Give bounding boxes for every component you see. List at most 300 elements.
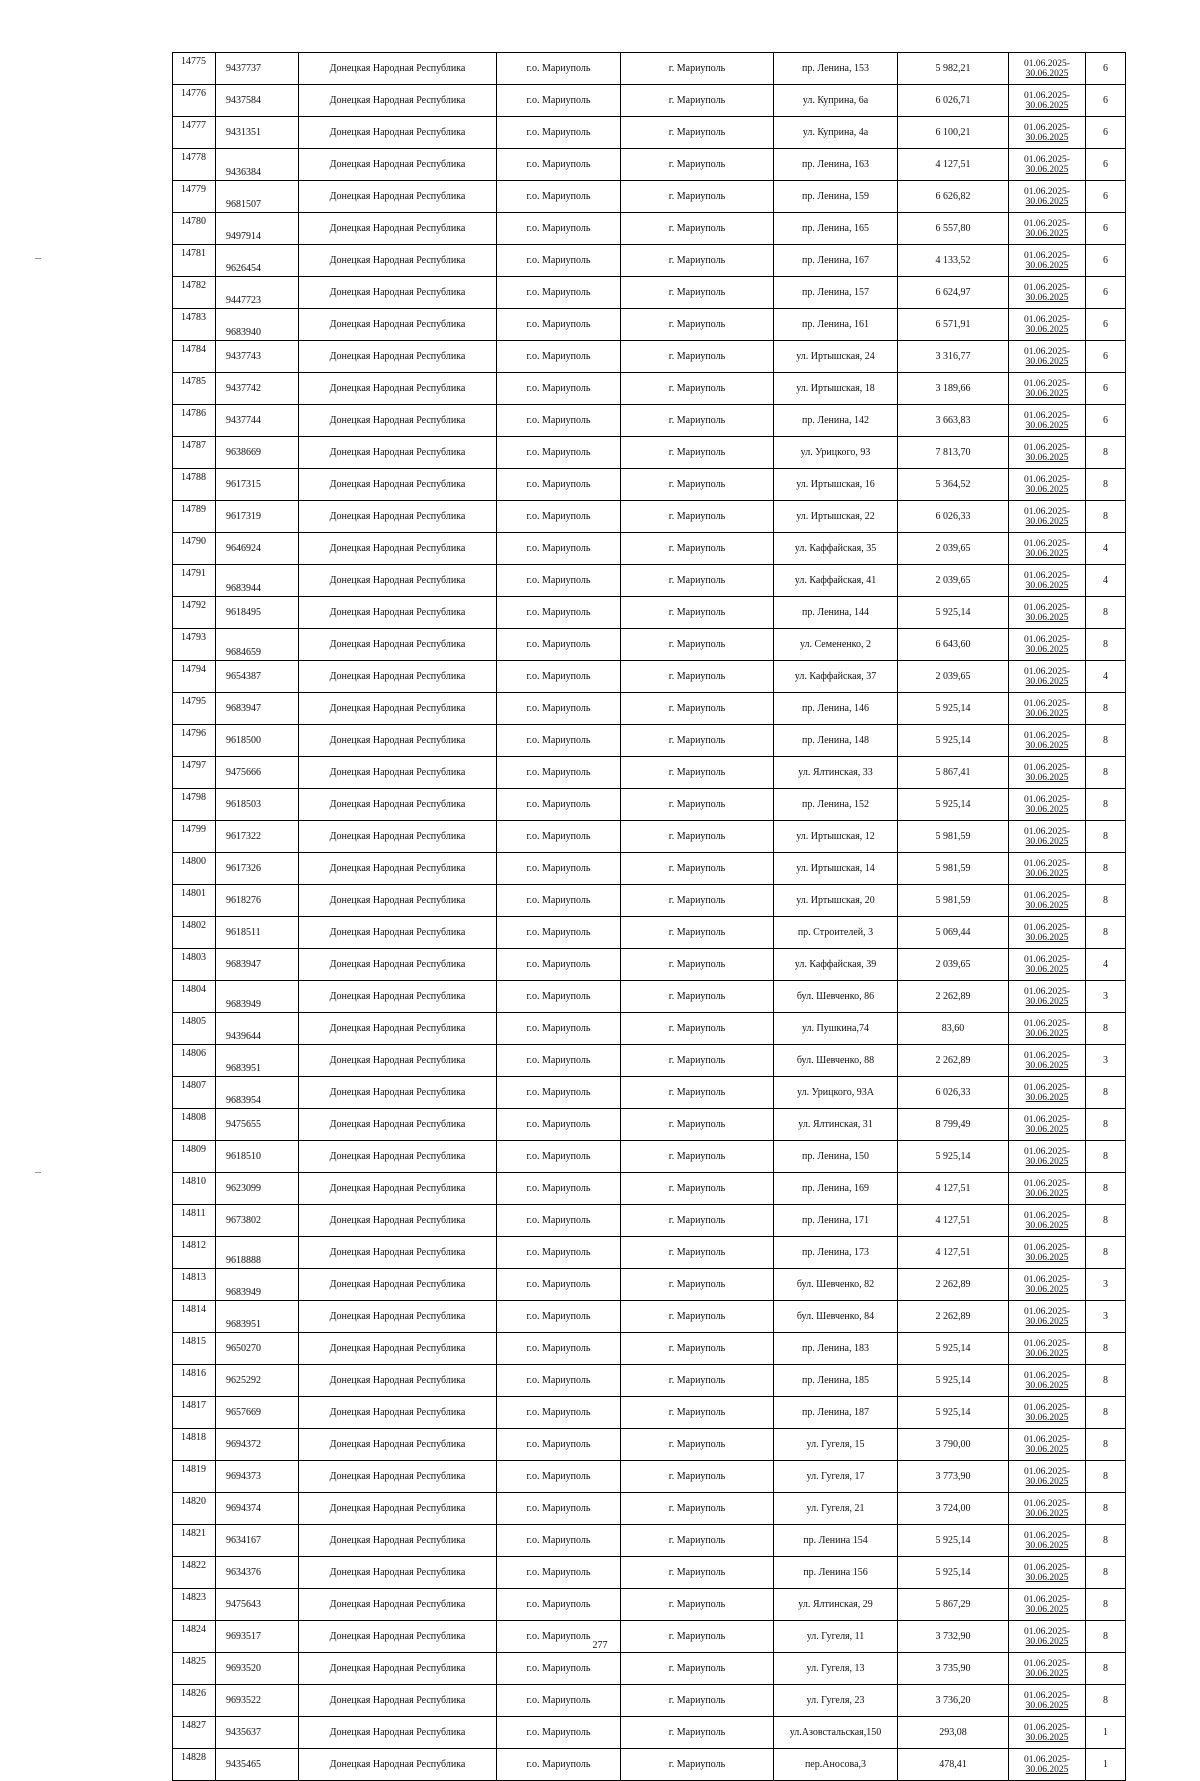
row-number: 14788 xyxy=(173,469,216,501)
period-start: 01.06.2025- xyxy=(1024,186,1070,197)
count-cell: 6 xyxy=(1086,245,1126,277)
period-start: 01.06.2025- xyxy=(1024,954,1070,965)
address-cell: ул. Иртышская, 24 xyxy=(774,341,898,373)
object-id: 9625292 xyxy=(216,1365,299,1397)
table-row xyxy=(173,245,1126,277)
city-cell: г. Мариуполь xyxy=(621,53,774,85)
district-cell: г.о. Мариуполь xyxy=(497,1045,621,1077)
period-start: 01.06.2025- xyxy=(1024,1562,1070,1573)
amount-cell: 3 724,00 xyxy=(898,1493,1009,1525)
district-cell: г.о. Мариуполь xyxy=(497,565,621,597)
amount-cell: 3 732,90 xyxy=(898,1621,1009,1653)
count-cell: 6 xyxy=(1086,277,1126,309)
period-end: 30.06.2025 xyxy=(1025,836,1069,847)
period-end: 30.06.2025 xyxy=(1025,196,1069,207)
row-number: 14801 xyxy=(173,885,216,917)
count-cell: 8 xyxy=(1086,1557,1126,1589)
region-cell: Донецкая Народная Республика xyxy=(299,1493,497,1525)
object-id: 9683951 xyxy=(216,1045,299,1077)
city-cell: г. Мариуполь xyxy=(621,245,774,277)
table-row xyxy=(173,725,1126,757)
city-cell: г. Мариуполь xyxy=(621,821,774,853)
row-number: 14780 xyxy=(173,213,216,245)
region-cell: Донецкая Народная Республика xyxy=(299,469,497,501)
period-end: 30.06.2025 xyxy=(1025,1380,1069,1391)
table-row xyxy=(173,757,1126,789)
table-row xyxy=(173,1461,1126,1493)
address-cell: ул. Гугеля, 21 xyxy=(774,1493,898,1525)
page-number: 277 xyxy=(592,1640,608,1651)
object-id: 9618510 xyxy=(216,1141,299,1173)
address-cell: ул. Иртышская, 22 xyxy=(774,501,898,533)
row-number: 14809 xyxy=(173,1141,216,1173)
city-cell: г. Мариуполь xyxy=(621,917,774,949)
object-id: 9684659 xyxy=(216,629,299,661)
amount-cell: 6 026,33 xyxy=(898,1077,1009,1109)
amount-cell: 6 100,21 xyxy=(898,117,1009,149)
period-cell xyxy=(1009,949,1086,981)
district-cell: г.о. Мариуполь xyxy=(497,373,621,405)
address-cell: ул. Ялтинская, 31 xyxy=(774,1109,898,1141)
table-row xyxy=(173,1109,1126,1141)
count-cell: 8 xyxy=(1086,1109,1126,1141)
period-end: 30.06.2025 xyxy=(1025,1252,1069,1263)
period-start: 01.06.2025- xyxy=(1024,1658,1070,1669)
row-number: 14778 xyxy=(173,149,216,181)
period-cell xyxy=(1009,1717,1086,1749)
period-start: 01.06.2025- xyxy=(1024,1530,1070,1541)
row-number: 14795 xyxy=(173,693,216,725)
address-cell: пр. Строителей, 3 xyxy=(774,917,898,949)
count-cell: 8 xyxy=(1086,693,1126,725)
row-number: 14828 xyxy=(173,1749,216,1781)
city-cell: г. Мариуполь xyxy=(621,1077,774,1109)
count-cell: 3 xyxy=(1086,1269,1126,1301)
city-cell: г. Мариуполь xyxy=(621,1461,774,1493)
row-number: 14790 xyxy=(173,533,216,565)
address-cell: ул. Гугеля, 15 xyxy=(774,1429,898,1461)
period-end: 30.06.2025 xyxy=(1025,772,1069,783)
period-start: 01.06.2025- xyxy=(1024,1434,1070,1445)
registry-table xyxy=(172,52,1126,1781)
period-end: 30.06.2025 xyxy=(1025,1508,1069,1519)
table-row xyxy=(173,405,1126,437)
object-id: 9681507 xyxy=(216,181,299,213)
period-start: 01.06.2025- xyxy=(1024,1306,1070,1317)
object-id: 9654387 xyxy=(216,661,299,693)
object-id: 9618503 xyxy=(216,789,299,821)
district-cell: г.о. Мариуполь xyxy=(497,1397,621,1429)
table-row xyxy=(173,437,1126,469)
period-start: 01.06.2025- xyxy=(1024,666,1070,677)
row-number: 14776 xyxy=(173,85,216,117)
city-cell: г. Мариуполь xyxy=(621,981,774,1013)
period-end: 30.06.2025 xyxy=(1025,1316,1069,1327)
district-cell: г.о. Мариуполь xyxy=(497,629,621,661)
row-number: 14815 xyxy=(173,1333,216,1365)
region-cell: Донецкая Народная Республика xyxy=(299,565,497,597)
count-cell: 8 xyxy=(1086,1077,1126,1109)
object-id: 9475643 xyxy=(216,1589,299,1621)
count-cell: 1 xyxy=(1086,1749,1126,1781)
period-cell xyxy=(1009,1685,1086,1717)
period-cell xyxy=(1009,1365,1086,1397)
period-end: 30.06.2025 xyxy=(1025,164,1069,175)
period-cell xyxy=(1009,469,1086,501)
object-id: 9683947 xyxy=(216,949,299,981)
address-cell: пр. Ленина, 171 xyxy=(774,1205,898,1237)
period-cell xyxy=(1009,725,1086,757)
amount-cell: 5 069,44 xyxy=(898,917,1009,949)
period-end: 30.06.2025 xyxy=(1025,132,1069,143)
period-cell xyxy=(1009,917,1086,949)
amount-cell: 2 262,89 xyxy=(898,1301,1009,1333)
amount-cell: 5 925,14 xyxy=(898,1557,1009,1589)
district-cell: г.о. Мариуполь xyxy=(497,597,621,629)
address-cell: ул. Урицкого, 93А xyxy=(774,1077,898,1109)
period-cell xyxy=(1009,885,1086,917)
row-number: 14822 xyxy=(173,1557,216,1589)
city-cell: г. Мариуполь xyxy=(621,1589,774,1621)
region-cell: Донецкая Народная Республика xyxy=(299,1301,497,1333)
object-id: 9618500 xyxy=(216,725,299,757)
region-cell: Донецкая Народная Республика xyxy=(299,1205,497,1237)
period-start: 01.06.2025- xyxy=(1024,602,1070,613)
region-cell: Донецкая Народная Республика xyxy=(299,405,497,437)
object-id: 9650270 xyxy=(216,1333,299,1365)
period-start: 01.06.2025- xyxy=(1024,1754,1070,1765)
row-number: 14785 xyxy=(173,373,216,405)
object-id: 9618888 xyxy=(216,1237,299,1269)
address-cell: бул. Шевченко, 86 xyxy=(774,981,898,1013)
region-cell: Донецкая Народная Республика xyxy=(299,981,497,1013)
region-cell: Донецкая Народная Республика xyxy=(299,53,497,85)
count-cell: 8 xyxy=(1086,1237,1126,1269)
district-cell: г.о. Мариуполь xyxy=(497,1333,621,1365)
count-cell: 3 xyxy=(1086,981,1126,1013)
period-cell xyxy=(1009,501,1086,533)
district-cell: г.о. Мариуполь xyxy=(497,917,621,949)
period-start: 01.06.2025- xyxy=(1024,986,1070,997)
district-cell: г.о. Мариуполь xyxy=(497,757,621,789)
amount-cell: 5 925,14 xyxy=(898,597,1009,629)
object-id: 9437744 xyxy=(216,405,299,437)
period-cell xyxy=(1009,789,1086,821)
period-end: 30.06.2025 xyxy=(1025,100,1069,111)
row-number: 14791 xyxy=(173,565,216,597)
row-number: 14808 xyxy=(173,1109,216,1141)
amount-cell: 6 557,80 xyxy=(898,213,1009,245)
table-row xyxy=(173,661,1126,693)
row-number: 14789 xyxy=(173,501,216,533)
period-end: 30.06.2025 xyxy=(1025,676,1069,687)
city-cell: г. Мариуполь xyxy=(621,277,774,309)
period-end: 30.06.2025 xyxy=(1025,1572,1069,1583)
region-cell: Донецкая Народная Республика xyxy=(299,885,497,917)
city-cell: г. Мариуполь xyxy=(621,1109,774,1141)
object-id: 9626454 xyxy=(216,245,299,277)
row-number: 14802 xyxy=(173,917,216,949)
count-cell: 8 xyxy=(1086,1333,1126,1365)
object-id: 9437742 xyxy=(216,373,299,405)
period-cell xyxy=(1009,277,1086,309)
row-number: 14821 xyxy=(173,1525,216,1557)
table-row xyxy=(173,1333,1126,1365)
district-cell: г.о. Мариуполь xyxy=(497,501,621,533)
period-end: 30.06.2025 xyxy=(1025,452,1069,463)
object-id: 9439644 xyxy=(216,1013,299,1045)
table-row xyxy=(173,1749,1126,1781)
address-cell: ул. Иртышская, 14 xyxy=(774,853,898,885)
region-cell: Донецкая Народная Республика xyxy=(299,1365,497,1397)
object-id: 9618495 xyxy=(216,597,299,629)
region-cell: Донецкая Народная Республика xyxy=(299,1141,497,1173)
district-cell: г.о. Мариуполь xyxy=(497,213,621,245)
period-start: 01.06.2025- xyxy=(1024,730,1070,741)
amount-cell: 83,60 xyxy=(898,1013,1009,1045)
region-cell: Донецкая Народная Республика xyxy=(299,725,497,757)
city-cell: г. Мариуполь xyxy=(621,725,774,757)
period-cell xyxy=(1009,1205,1086,1237)
period-cell xyxy=(1009,1301,1086,1333)
table-row xyxy=(173,341,1126,373)
period-cell xyxy=(1009,1749,1086,1781)
amount-cell: 6 571,91 xyxy=(898,309,1009,341)
object-id: 9683951 xyxy=(216,1301,299,1333)
row-number: 14796 xyxy=(173,725,216,757)
amount-cell: 4 127,51 xyxy=(898,1205,1009,1237)
city-cell: г. Мариуполь xyxy=(621,949,774,981)
amount-cell: 5 925,14 xyxy=(898,725,1009,757)
count-cell: 8 xyxy=(1086,917,1126,949)
object-id: 9683940 xyxy=(216,309,299,341)
period-start: 01.06.2025- xyxy=(1024,1402,1070,1413)
district-cell: г.о. Мариуполь xyxy=(497,181,621,213)
period-cell xyxy=(1009,1493,1086,1525)
object-id: 9693522 xyxy=(216,1685,299,1717)
period-cell xyxy=(1009,181,1086,213)
period-cell xyxy=(1009,1557,1086,1589)
address-cell: ул. Урицкого, 93 xyxy=(774,437,898,469)
amount-cell: 5 364,52 xyxy=(898,469,1009,501)
count-cell: 8 xyxy=(1086,1685,1126,1717)
count-cell: 3 xyxy=(1086,1045,1126,1077)
city-cell: г. Мариуполь xyxy=(621,1365,774,1397)
table-row xyxy=(173,117,1126,149)
row-number: 14824 xyxy=(173,1621,216,1653)
count-cell: 8 xyxy=(1086,1493,1126,1525)
amount-cell: 5 925,14 xyxy=(898,1525,1009,1557)
period-cell xyxy=(1009,1269,1086,1301)
count-cell: 8 xyxy=(1086,1013,1126,1045)
period-end: 30.06.2025 xyxy=(1025,932,1069,943)
period-end: 30.06.2025 xyxy=(1025,900,1069,911)
period-cell xyxy=(1009,693,1086,725)
region-cell: Донецкая Народная Республика xyxy=(299,821,497,853)
row-number: 14818 xyxy=(173,1429,216,1461)
period-start: 01.06.2025- xyxy=(1024,122,1070,133)
object-id: 9437737 xyxy=(216,53,299,85)
count-cell: 6 xyxy=(1086,85,1126,117)
address-cell: пр. Ленина, 173 xyxy=(774,1237,898,1269)
address-cell: ул.Азовстальская,150 xyxy=(774,1717,898,1749)
amount-cell: 6 624,97 xyxy=(898,277,1009,309)
amount-cell: 4 133,52 xyxy=(898,245,1009,277)
region-cell: Донецкая Народная Республика xyxy=(299,181,497,213)
address-cell: пр. Ленина, 183 xyxy=(774,1333,898,1365)
city-cell: г. Мариуполь xyxy=(621,757,774,789)
scan-margin-mark-bottom xyxy=(35,1172,41,1173)
region-cell: Донецкая Народная Республика xyxy=(299,245,497,277)
period-start: 01.06.2025- xyxy=(1024,538,1070,549)
address-cell: пр. Ленина, 153 xyxy=(774,53,898,85)
row-number: 14787 xyxy=(173,437,216,469)
address-cell: ул. Гугеля, 11 xyxy=(774,1621,898,1653)
count-cell: 6 xyxy=(1086,405,1126,437)
district-cell: г.о. Мариуполь xyxy=(497,1013,621,1045)
period-start: 01.06.2025- xyxy=(1024,410,1070,421)
district-cell: г.о. Мариуполь xyxy=(497,1685,621,1717)
table-row xyxy=(173,1365,1126,1397)
object-id: 9683949 xyxy=(216,981,299,1013)
region-cell: Донецкая Народная Республика xyxy=(299,1109,497,1141)
row-number: 14820 xyxy=(173,1493,216,1525)
region-cell: Донецкая Народная Республика xyxy=(299,501,497,533)
period-cell xyxy=(1009,53,1086,85)
table-row xyxy=(173,373,1126,405)
amount-cell: 2 262,89 xyxy=(898,1269,1009,1301)
city-cell: г. Мариуполь xyxy=(621,1749,774,1781)
row-number: 14798 xyxy=(173,789,216,821)
district-cell: г.о. Мариуполь xyxy=(497,1717,621,1749)
region-cell: Донецкая Народная Республика xyxy=(299,117,497,149)
period-end: 30.06.2025 xyxy=(1025,612,1069,623)
region-cell: Донецкая Народная Республика xyxy=(299,373,497,405)
period-start: 01.06.2025- xyxy=(1024,1178,1070,1189)
table-row xyxy=(173,917,1126,949)
amount-cell: 8 799,49 xyxy=(898,1109,1009,1141)
region-cell: Донецкая Народная Республика xyxy=(299,1557,497,1589)
amount-cell: 6 626,82 xyxy=(898,181,1009,213)
count-cell: 3 xyxy=(1086,1301,1126,1333)
period-end: 30.06.2025 xyxy=(1025,1636,1069,1647)
amount-cell: 3 773,90 xyxy=(898,1461,1009,1493)
period-end: 30.06.2025 xyxy=(1025,68,1069,79)
object-id: 9436384 xyxy=(216,149,299,181)
period-start: 01.06.2025- xyxy=(1024,314,1070,325)
district-cell: г.о. Мариуполь xyxy=(497,725,621,757)
table-row xyxy=(173,1557,1126,1589)
object-id: 9694372 xyxy=(216,1429,299,1461)
city-cell: г. Мариуполь xyxy=(621,85,774,117)
district-cell: г.о. Мариуполь xyxy=(497,85,621,117)
period-end: 30.06.2025 xyxy=(1025,708,1069,719)
period-start: 01.06.2025- xyxy=(1024,858,1070,869)
count-cell: 6 xyxy=(1086,373,1126,405)
row-number: 14799 xyxy=(173,821,216,853)
city-cell: г. Мариуполь xyxy=(621,1013,774,1045)
period-end: 30.06.2025 xyxy=(1025,580,1069,591)
period-start: 01.06.2025- xyxy=(1024,474,1070,485)
district-cell: г.о. Мариуполь xyxy=(497,277,621,309)
amount-cell: 3 735,90 xyxy=(898,1653,1009,1685)
row-number: 14827 xyxy=(173,1717,216,1749)
table-row xyxy=(173,1045,1126,1077)
period-start: 01.06.2025- xyxy=(1024,1146,1070,1157)
amount-cell: 5 925,14 xyxy=(898,789,1009,821)
district-cell: г.о. Мариуполь xyxy=(497,309,621,341)
object-id: 9475666 xyxy=(216,757,299,789)
amount-cell: 5 925,14 xyxy=(898,1365,1009,1397)
row-number: 14814 xyxy=(173,1301,216,1333)
table-row xyxy=(173,53,1126,85)
region-cell: Донецкая Народная Республика xyxy=(299,85,497,117)
count-cell: 8 xyxy=(1086,501,1126,533)
period-start: 01.06.2025- xyxy=(1024,1370,1070,1381)
count-cell: 8 xyxy=(1086,469,1126,501)
address-cell: пр. Ленина, 159 xyxy=(774,181,898,213)
period-cell xyxy=(1009,757,1086,789)
period-end: 30.06.2025 xyxy=(1025,1028,1069,1039)
row-number: 14784 xyxy=(173,341,216,373)
region-cell: Донецкая Народная Республика xyxy=(299,1077,497,1109)
city-cell: г. Мариуполь xyxy=(621,117,774,149)
row-number: 14807 xyxy=(173,1077,216,1109)
row-number: 14826 xyxy=(173,1685,216,1717)
amount-cell: 5 925,14 xyxy=(898,1333,1009,1365)
district-cell: г.о. Мариуполь xyxy=(497,1365,621,1397)
period-end: 30.06.2025 xyxy=(1025,1604,1069,1615)
address-cell: пр. Ленина, 142 xyxy=(774,405,898,437)
region-cell: Донецкая Народная Республика xyxy=(299,917,497,949)
count-cell: 8 xyxy=(1086,1365,1126,1397)
amount-cell: 4 127,51 xyxy=(898,149,1009,181)
period-start: 01.06.2025- xyxy=(1024,378,1070,389)
row-number: 14775 xyxy=(173,53,216,85)
district-cell: г.о. Мариуполь xyxy=(497,1429,621,1461)
period-cell xyxy=(1009,1461,1086,1493)
city-cell: г. Мариуполь xyxy=(621,1269,774,1301)
period-start: 01.06.2025- xyxy=(1024,762,1070,773)
period-start: 01.06.2025- xyxy=(1024,1210,1070,1221)
period-cell xyxy=(1009,853,1086,885)
row-number: 14783 xyxy=(173,309,216,341)
period-end: 30.06.2025 xyxy=(1025,804,1069,815)
period-end: 30.06.2025 xyxy=(1025,420,1069,431)
city-cell: г. Мариуполь xyxy=(621,1493,774,1525)
table-row xyxy=(173,181,1126,213)
period-end: 30.06.2025 xyxy=(1025,388,1069,399)
table-row xyxy=(173,629,1126,661)
amount-cell: 5 981,59 xyxy=(898,853,1009,885)
count-cell: 4 xyxy=(1086,533,1126,565)
region-cell: Донецкая Народная Республика xyxy=(299,1013,497,1045)
table-row xyxy=(173,1205,1126,1237)
region-cell: Донецкая Народная Республика xyxy=(299,341,497,373)
count-cell: 1 xyxy=(1086,1717,1126,1749)
address-cell: ул. Каффайская, 35 xyxy=(774,533,898,565)
amount-cell: 5 981,59 xyxy=(898,821,1009,853)
period-end: 30.06.2025 xyxy=(1025,1124,1069,1135)
amount-cell: 7 813,70 xyxy=(898,437,1009,469)
address-cell: ул. Иртышская, 20 xyxy=(774,885,898,917)
address-cell: ул. Каффайская, 39 xyxy=(774,949,898,981)
count-cell: 6 xyxy=(1086,213,1126,245)
count-cell: 8 xyxy=(1086,1141,1126,1173)
region-cell: Донецкая Народная Республика xyxy=(299,1589,497,1621)
amount-cell: 5 925,14 xyxy=(898,1397,1009,1429)
region-cell: Донецкая Народная Республика xyxy=(299,533,497,565)
